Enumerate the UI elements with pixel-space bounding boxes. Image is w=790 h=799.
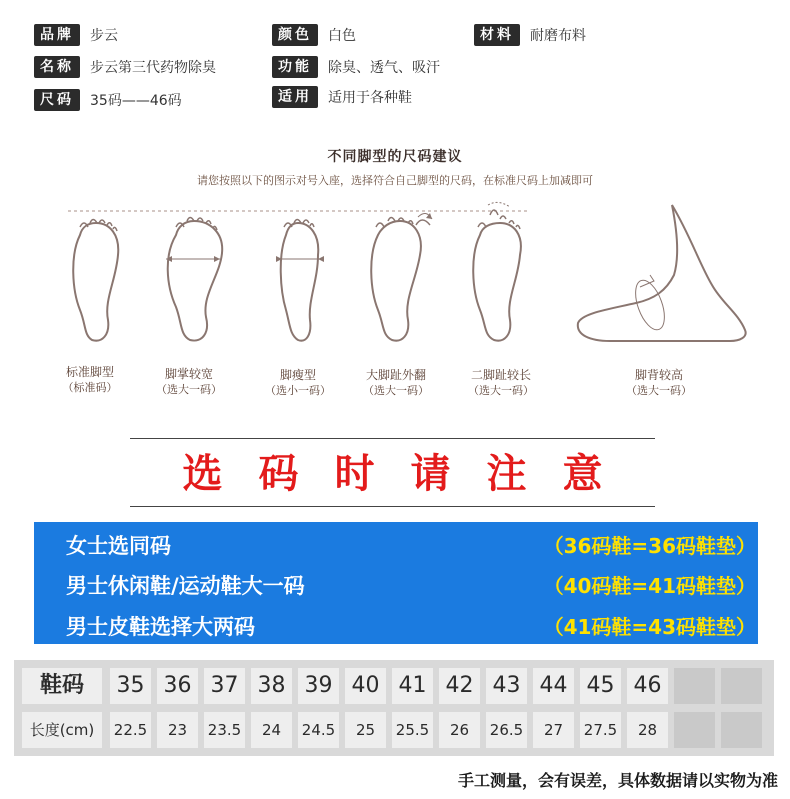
size-cell: 36 [157, 668, 198, 704]
foot-label-slim [248, 367, 348, 399]
foot-bunion-icon [371, 221, 421, 341]
spec-tag: 材料 [474, 24, 520, 46]
advice-right: （36码鞋=36码鞋垫） [543, 534, 756, 558]
foot-high-instep-icon [578, 205, 746, 341]
foot-advice: （标准码） [62, 381, 118, 394]
foot-name: 二脚趾较长 [470, 368, 531, 382]
foot-advice: （选大一码） [626, 384, 692, 397]
foot-standard-icon [73, 223, 118, 341]
spec-usage [272, 86, 412, 108]
advice-left: 男士皮鞋选择大两码 [66, 615, 255, 639]
foot-advice: （选大一码） [363, 384, 429, 397]
spec-material [474, 24, 586, 46]
spec-value: 步云 [90, 28, 118, 44]
length-cell: 27.5 [580, 712, 621, 748]
advice-right: （40码鞋=41码鞋垫） [543, 574, 756, 598]
foot-wide-icon [168, 221, 222, 341]
empty-cell [674, 712, 715, 748]
foot-advice: （选大一码） [156, 383, 222, 396]
advice-left: 女士选同码 [66, 534, 171, 558]
empty-cell [721, 668, 762, 704]
foot-name: 脚背较高 [634, 368, 683, 382]
spec-tag: 适用 [272, 86, 318, 108]
length-cell: 23.5 [204, 712, 245, 748]
foot-name: 大脚趾外翻 [365, 368, 426, 382]
spec-color [272, 24, 356, 46]
size-cell: 45 [580, 668, 621, 704]
advice-row [66, 570, 756, 604]
length-cell: 26 [439, 712, 480, 748]
guide-title: 不同脚型的尺码建议 [327, 149, 463, 165]
size-cell: 44 [533, 668, 574, 704]
size-cell: 40 [345, 668, 386, 704]
length-cell: 28 [627, 712, 668, 748]
spec-value: 35码——46码 [90, 93, 182, 109]
foot-label-standard [40, 364, 140, 396]
foot-label-high-instep [609, 367, 709, 399]
size-cell: 37 [204, 668, 245, 704]
size-cell: 42 [439, 668, 480, 704]
size-cell: 43 [486, 668, 527, 704]
size-header: 鞋码 [22, 668, 102, 704]
spec-name [34, 56, 216, 78]
size-cell: 35 [110, 668, 151, 704]
advice-left: 男士休闲鞋/运动鞋大一码 [66, 574, 305, 598]
measurement-note: 手工测量，会有误差，具体数据请以实物为准 [457, 771, 778, 790]
spec-value: 步云第三代药物除臭 [90, 60, 216, 76]
divider [130, 438, 655, 439]
spec-value: 除臭、透气、吸汗 [328, 60, 440, 76]
foot-label-wide [139, 366, 239, 398]
size-table [14, 660, 774, 756]
spec-value: 适用于各种鞋 [328, 90, 412, 106]
divider [130, 506, 655, 507]
foot-label-long-toe [451, 367, 551, 399]
size-cell: 41 [392, 668, 433, 704]
foot-name: 脚掌较宽 [164, 367, 213, 381]
length-cell: 23 [157, 712, 198, 748]
spec-value: 耐磨布料 [530, 28, 586, 44]
spec-tag: 尺码 [34, 89, 80, 111]
foot-advice: （选大一码） [468, 384, 534, 397]
guide-subtitle: 请您按照以下的图示对号入座，选择符合自己脚型的尺码，在标准尺码上加减即可 [197, 174, 593, 187]
length-cell: 22.5 [110, 712, 151, 748]
length-cell: 26.5 [486, 712, 527, 748]
spec-brand [34, 24, 118, 46]
foot-slim-icon [281, 223, 319, 341]
spec-tag: 品牌 [34, 24, 80, 46]
length-cell: 24.5 [298, 712, 339, 748]
foot-illustrations [0, 195, 790, 355]
spec-tag: 颜色 [272, 24, 318, 46]
size-cell: 46 [627, 668, 668, 704]
spec-function [272, 56, 440, 78]
advice-row [66, 611, 756, 645]
foot-long-toe-icon [473, 223, 521, 341]
empty-cell [721, 712, 762, 748]
length-header: 长度(cm) [22, 712, 102, 748]
foot-label-bunion [346, 367, 446, 399]
spec-tag: 功能 [272, 56, 318, 78]
length-cell: 24 [251, 712, 292, 748]
length-cell: 25 [345, 712, 386, 748]
notice-title: 选码时请注意 [182, 450, 639, 497]
size-cell: 38 [251, 668, 292, 704]
spec-size [34, 89, 182, 111]
foot-name: 标准脚型 [65, 365, 114, 379]
foot-name: 脚瘦型 [279, 368, 316, 382]
size-cell: 39 [298, 668, 339, 704]
size-advice-panel [34, 522, 758, 644]
spec-tag: 名称 [34, 56, 80, 78]
length-cell: 25.5 [392, 712, 433, 748]
advice-row [66, 530, 756, 564]
length-cell: 27 [533, 712, 574, 748]
advice-right: （41码鞋=43码鞋垫） [543, 615, 756, 639]
empty-cell [674, 668, 715, 704]
foot-advice: （选小一码） [265, 384, 331, 397]
spec-value: 白色 [328, 28, 356, 44]
